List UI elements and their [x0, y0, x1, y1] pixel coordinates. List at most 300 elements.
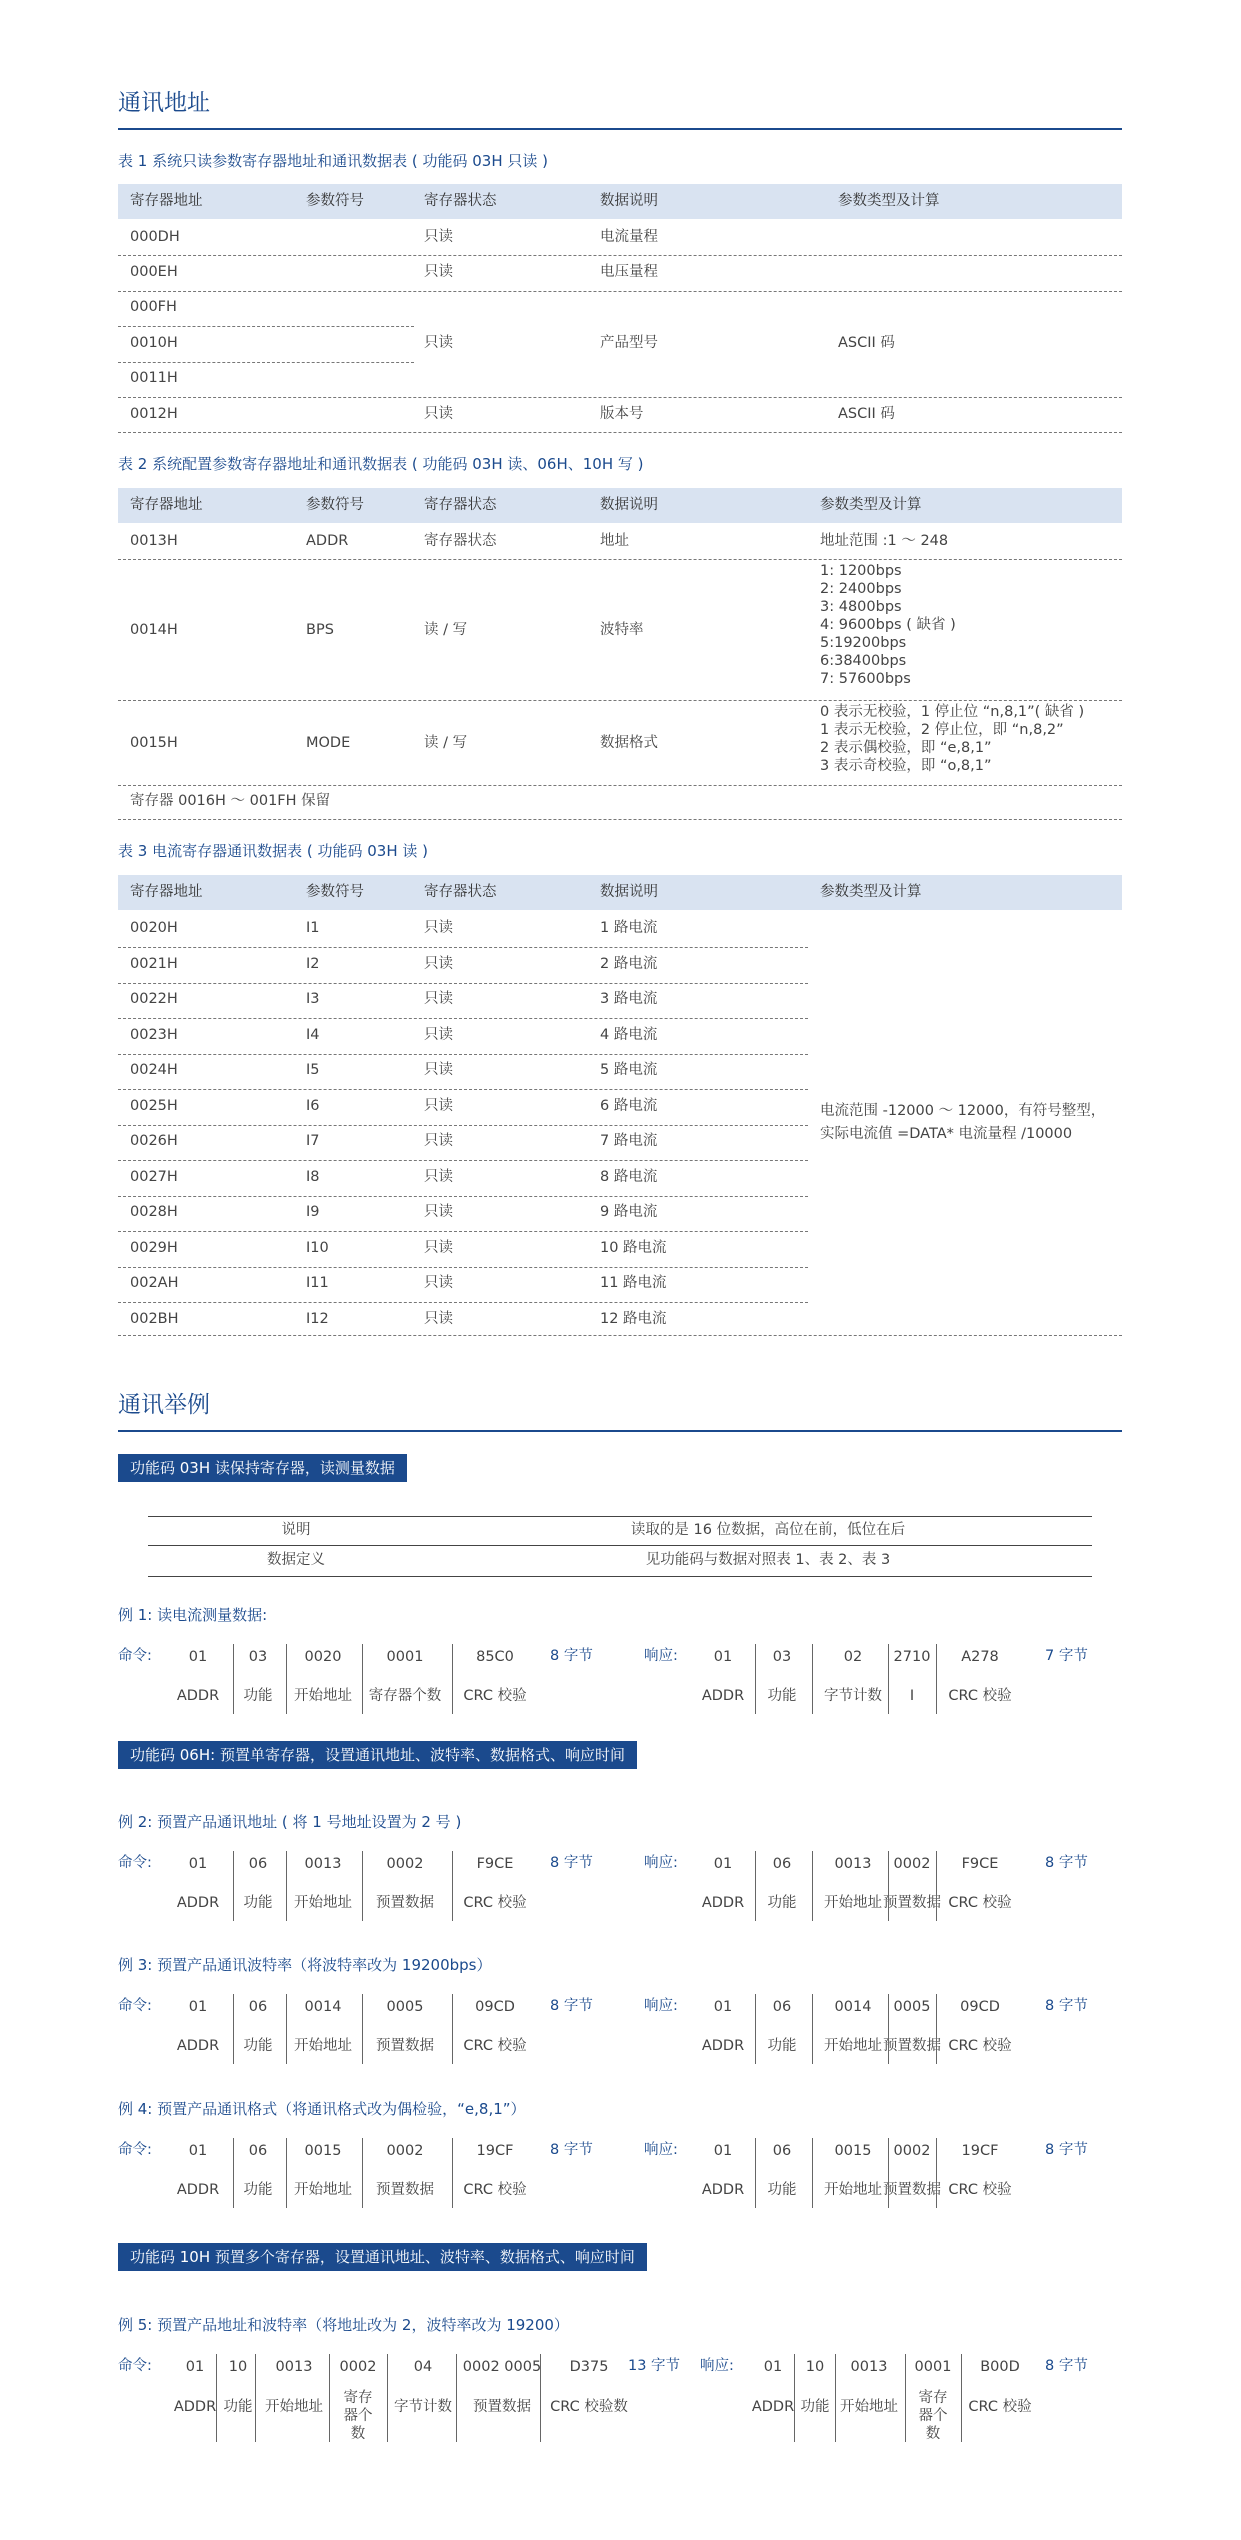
command-field-label: 功能 [243, 2182, 273, 2198]
example-title: 例 4: 预置产品通讯格式（将通讯格式改为偶检验，“e,8,1”） [118, 2100, 526, 2118]
row-divider [118, 819, 1122, 820]
response-field-label: I [909, 1688, 915, 1704]
command-label: 命令: [118, 2358, 152, 2374]
example-title: 例 3: 预置产品通讯波特率（将波特率改为 19200bps） [118, 1956, 492, 1974]
row-divider [118, 700, 1122, 701]
cell-state: 只读 [424, 955, 453, 972]
cell-sym: I1 [306, 920, 320, 936]
row-divider [118, 1160, 808, 1161]
badge-fc06: 功能码 06H: 预置单寄存器，设置通讯地址、波特率、数据格式、响应时间 [118, 1741, 637, 1769]
field-separator [286, 1994, 287, 2064]
cell-sym: I5 [306, 1062, 320, 1078]
response-byte-count: 8 字节 [1045, 1998, 1088, 2014]
command-byte: 0015 [304, 2143, 342, 2159]
field-separator [755, 1851, 756, 1921]
cell-desc: 11 路电流 [600, 1275, 667, 1291]
response-field-label: ADDR [701, 2182, 745, 2198]
response-field-label: 开始地址 [824, 2182, 882, 2198]
field-separator [456, 2354, 457, 2442]
field-separator [362, 1994, 363, 2064]
cell-type: ASCII 码 [838, 406, 895, 422]
info-mid-rule [148, 1545, 1092, 1546]
cell-desc: 波特率 [600, 622, 644, 638]
cell-sym: I7 [306, 1133, 320, 1149]
badge-fc10: 功能码 10H 预置多个寄存器，设置通讯地址、波特率、数据格式、响应时间 [118, 2243, 647, 2271]
command-byte: D375 [569, 2359, 609, 2375]
field-separator [888, 1994, 889, 2064]
cell-state: 只读 [424, 991, 453, 1007]
command-field-label: 字节计数 [394, 2399, 452, 2415]
row-divider [118, 1089, 808, 1090]
command-field-label: 功能 [243, 1895, 273, 1911]
command-field-label: 开始地址 [265, 2399, 323, 2415]
cell-state: 只读 [424, 1062, 453, 1078]
cell-state: 只读 [424, 406, 453, 422]
command-byte: 0013 [275, 2359, 313, 2375]
header-cell: 寄存器状态 [424, 884, 497, 900]
response-field-label: ADDR [701, 1688, 745, 1704]
response-byte: B00D [980, 2359, 1020, 2375]
example-title: 例 2: 预置产品通讯地址 ( 将 1 号地址设置为 2 号 ) [118, 1813, 462, 1831]
command-field-label: ADDR [176, 2182, 220, 2198]
cell-state: 只读 [424, 920, 453, 936]
info-value: 见功能码与数据对照表 1、表 2、表 3 [645, 1552, 891, 1568]
cell-state: 只读 [424, 264, 453, 280]
command-byte: 0002 [386, 2143, 424, 2159]
row-divider [118, 1125, 808, 1126]
response-byte-count: 8 字节 [1045, 2142, 1088, 2158]
badge-fc03: 功能码 03H 读保持寄存器，读测量数据 [118, 1454, 407, 1482]
cell-addr: 0024H [130, 1062, 178, 1078]
response-byte: 0005 [893, 1999, 931, 2015]
section-title-address: 通讯地址 [118, 90, 210, 116]
format-option: 0 表示无校验，1 停止位 “n,8,1”( 缺省 ) [820, 704, 1085, 720]
command-byte: 06 [248, 2143, 268, 2159]
field-separator [233, 1851, 234, 1921]
command-byte: 10 [228, 2359, 248, 2375]
field-separator [452, 1994, 453, 2064]
field-separator [812, 1851, 813, 1921]
header-cell: 参数符号 [306, 193, 364, 209]
cell-desc: 7 路电流 [600, 1133, 658, 1149]
baud-option: 6:38400bps [820, 653, 907, 669]
header-cell: 数据说明 [600, 497, 658, 513]
field-separator [362, 1644, 363, 1714]
response-byte-count: 7 字节 [1045, 1648, 1088, 1664]
cell-sym: I9 [306, 1204, 320, 1220]
cell-sym: ADDR [306, 533, 349, 549]
table1-caption: 表 1 系统只读参数寄存器地址和通讯数据表 ( 功能码 03H 只读 ) [118, 152, 548, 170]
info-bottom-rule [148, 1576, 1092, 1577]
format-option: 2 表示偶校验，即 “e,8,1” [820, 740, 992, 756]
row-divider [118, 1267, 808, 1268]
field-separator [216, 2354, 217, 2442]
field-separator [755, 1994, 756, 2064]
header-cell: 参数类型及计算 [838, 193, 940, 209]
command-field-label: 预置数据 [376, 2182, 434, 2198]
field-separator [286, 2138, 287, 2208]
field-separator [812, 1644, 813, 1714]
cell-addr: 0027H [130, 1168, 178, 1185]
field-separator [452, 1851, 453, 1921]
response-byte: 01 [713, 1649, 733, 1665]
cell-sym: I10 [306, 1239, 329, 1256]
current-range-note [820, 1100, 1105, 1146]
cell-desc: 电流量程 [600, 229, 658, 245]
response-field-label: CRC 校验 [948, 1688, 1012, 1704]
cell-desc: 产品型号 [600, 335, 658, 351]
field-separator [888, 1644, 889, 1714]
command-field-label: CRC 校验 [463, 2038, 527, 2054]
command-field-label: 预置数据 [473, 2399, 531, 2415]
field-separator [936, 1851, 937, 1921]
cell-desc: 版本号 [600, 406, 644, 422]
baud-option: 1: 1200bps [820, 563, 902, 579]
baud-option: 2: 2400bps [820, 581, 902, 597]
cell-addr: 002AH [130, 1275, 179, 1291]
command-byte-count: 8 字节 [550, 1998, 593, 2014]
response-field-label: 预置数据 [883, 2182, 941, 2198]
field-separator [812, 1994, 813, 2064]
command-byte: 0002 0005 [462, 2359, 542, 2375]
cell-addr: 0020H [130, 920, 178, 936]
response-field-label: 功能 [800, 2399, 830, 2415]
row-divider [118, 1302, 808, 1303]
note-line: 实际电流值 =DATA* 电流量程 /10000 [820, 1126, 1073, 1142]
row-divider [118, 1196, 808, 1197]
header-cell: 寄存器状态 [424, 497, 497, 513]
response-field-label: 预置数据 [883, 1895, 941, 1911]
command-label: 命令: [118, 1998, 152, 2014]
header-cell: 参数类型及计算 [820, 497, 922, 513]
cell-sym: I3 [306, 991, 320, 1007]
baud-option: 4: 9600bps ( 缺省 ) [820, 617, 956, 633]
example-title: 例 1: 读电流测量数据: [118, 1606, 268, 1624]
response-field-label: ADDR [751, 2399, 795, 2415]
response-byte-count: 8 字节 [1045, 2358, 1088, 2374]
response-byte: 06 [772, 1999, 792, 2015]
field-separator [387, 2354, 388, 2442]
row-divider [118, 559, 1122, 560]
command-field-label: CRC 校验 [463, 1688, 527, 1704]
cell-sym: I11 [306, 1275, 329, 1291]
field-separator [755, 2138, 756, 2208]
command-byte: 85C0 [476, 1649, 514, 1665]
cell-state: 只读 [424, 1097, 453, 1114]
command-field-label: 预置数据 [376, 2038, 434, 2054]
cell-state: 读 / 写 [424, 622, 468, 638]
response-field-label: ADDR [701, 2038, 745, 2054]
info-value: 读取的是 16 位数据，高位在前，低位在后 [630, 1522, 906, 1538]
command-byte: 19CF [476, 2143, 514, 2159]
cell-type: ASCII 码 [838, 335, 895, 351]
cell-sym: BPS [306, 622, 334, 638]
row-divider [118, 362, 414, 363]
cell-addr: 0014H [130, 622, 178, 638]
field-separator [233, 1644, 234, 1714]
command-byte: 0014 [304, 1999, 342, 2015]
command-byte: 0001 [386, 1649, 424, 1665]
command-field-label: 功能 [243, 2038, 273, 2054]
response-byte: 09CD [960, 1999, 1000, 2015]
response-byte: 06 [772, 1856, 792, 1872]
row-divider [118, 255, 1122, 256]
field-separator [362, 2138, 363, 2208]
field-separator [329, 2354, 330, 2442]
response-byte: 19CF [961, 2143, 999, 2159]
cell-state: 只读 [424, 1239, 453, 1256]
row-divider [118, 397, 1122, 398]
header-cell: 寄存器地址 [130, 193, 203, 209]
cell-type: 地址范围 :1 ～ 248 [820, 533, 949, 549]
cell-addr: 000FH [130, 299, 177, 315]
table3-caption: 表 3 电流寄存器通讯数据表 ( 功能码 03H 读 ) [118, 842, 428, 860]
field-separator [961, 2354, 962, 2442]
command-field-label: CRC 校验 [463, 1895, 527, 1911]
response-field-label: 功能 [767, 2182, 797, 2198]
command-field-label: CRC 校验数 [550, 2399, 628, 2415]
row-divider [118, 1018, 808, 1019]
cell-addr: 0023H [130, 1026, 178, 1043]
header-cell: 寄存器状态 [424, 193, 497, 209]
response-field-label: 功能 [767, 1688, 797, 1704]
table1-header [118, 184, 1122, 219]
response-label: 响应: [700, 2358, 734, 2374]
response-byte: 10 [805, 2359, 825, 2375]
example-title: 例 5: 预置产品地址和波特率（将地址改为 2，波特率改为 19200） [118, 2316, 569, 2334]
cell-desc: 8 路电流 [600, 1168, 658, 1185]
row-divider [118, 1054, 808, 1055]
command-label: 命令: [118, 1855, 152, 1871]
info-top-rule [148, 1516, 1092, 1517]
cell-addr: 0012H [130, 406, 178, 422]
field-separator [794, 2354, 795, 2442]
field-separator [888, 2138, 889, 2208]
command-field-label: 开始地址 [294, 1688, 352, 1704]
command-byte: 09CD [475, 1999, 515, 2015]
response-label: 响应: [644, 1998, 678, 2014]
command-field-label: 开始地址 [294, 1895, 352, 1911]
baud-option: 3: 4800bps [820, 599, 902, 615]
cell-sym: MODE [306, 735, 351, 751]
table2-header [118, 488, 1122, 523]
command-field-label: 开始地址 [294, 2038, 352, 2054]
command-byte: F9CE [476, 1856, 514, 1872]
command-field-label: 功能 [223, 2399, 253, 2415]
response-label: 响应: [644, 1855, 678, 1871]
response-byte: 0002 [893, 2143, 931, 2159]
header-cell: 参数符号 [306, 884, 364, 900]
command-byte: 0005 [386, 1999, 424, 2015]
command-byte: 01 [188, 1649, 208, 1665]
command-byte-count: 8 字节 [550, 2142, 593, 2158]
response-byte: 0014 [834, 1999, 872, 2015]
field-separator [233, 2138, 234, 2208]
info-key: 说明 [281, 1522, 311, 1538]
command-byte: 0013 [304, 1856, 342, 1872]
cell-desc: 9 路电流 [600, 1204, 658, 1220]
response-field-label: 开始地址 [840, 2399, 898, 2415]
response-byte: 0002 [893, 1856, 931, 1872]
cell-addr: 0011H [130, 370, 178, 386]
command-byte: 0020 [304, 1649, 342, 1665]
command-field-label: 开始地址 [294, 2182, 352, 2198]
field-separator [452, 2138, 453, 2208]
cell-addr: 0010H [130, 335, 178, 351]
format-option: 1 表示无校验，2 停止位，即 “n,8,2” [820, 722, 1064, 738]
field-separator [835, 2354, 836, 2442]
cell-addr: 0022H [130, 991, 178, 1007]
cell-desc: 6 路电流 [600, 1097, 658, 1114]
response-field-label: ADDR [701, 1895, 745, 1911]
reserved-note: 寄存器 0016H ～ 001FH 保留 [130, 793, 331, 809]
command-byte: 03 [248, 1649, 268, 1665]
response-field-label: 功能 [767, 2038, 797, 2054]
row-divider [118, 432, 1122, 433]
cell-addr: 000EH [130, 264, 178, 280]
cell-state: 寄存器状态 [424, 533, 497, 549]
field-separator [755, 1644, 756, 1714]
cell-desc: 3 路电流 [600, 991, 658, 1007]
command-byte: 01 [185, 2359, 205, 2375]
response-byte: 0013 [850, 2359, 888, 2375]
response-byte: F9CE [961, 1856, 999, 1872]
info-key: 数据定义 [267, 1552, 325, 1568]
cell-addr: 0021H [130, 955, 178, 972]
response-field-label: 预置数据 [883, 2038, 941, 2054]
response-byte: 03 [772, 1649, 792, 1665]
response-byte: 01 [763, 2359, 783, 2375]
command-label: 命令: [118, 1648, 152, 1664]
header-cell: 参数符号 [306, 497, 364, 513]
command-byte-count: 8 字节 [550, 1648, 593, 1664]
table-bottom-divider [118, 1335, 1122, 1336]
row-divider [118, 983, 808, 984]
command-byte-count: 13 字节 [628, 2358, 681, 2374]
response-byte: 02 [843, 1649, 863, 1665]
cell-sym: I8 [306, 1168, 320, 1185]
response-field-label: 寄存器个数 [918, 2390, 948, 2442]
cell-sym: I4 [306, 1026, 320, 1043]
header-cell: 寄存器地址 [130, 884, 203, 900]
table3-header [118, 875, 1122, 910]
response-byte: 0001 [914, 2359, 952, 2375]
baud-options [820, 562, 956, 688]
row-divider [118, 326, 414, 327]
command-byte: 0002 [339, 2359, 377, 2375]
response-field-label: 功能 [767, 1895, 797, 1911]
command-byte: 01 [188, 1856, 208, 1872]
cell-desc: 数据格式 [600, 735, 658, 751]
cell-desc: 地址 [600, 533, 629, 549]
cell-desc: 电压量程 [600, 264, 658, 280]
cell-sym: I2 [306, 955, 320, 972]
cell-addr: 002BH [130, 1310, 179, 1327]
response-field-label: CRC 校验 [948, 2182, 1012, 2198]
command-field-label: ADDR [173, 2399, 217, 2415]
command-byte: 01 [188, 2143, 208, 2159]
cell-state: 只读 [424, 1310, 453, 1327]
cell-state: 只读 [424, 335, 453, 351]
cell-state: 读 / 写 [424, 735, 468, 751]
section-title-examples: 通讯举例 [118, 1392, 210, 1418]
response-byte: 01 [713, 2143, 733, 2159]
cell-desc: 4 路电流 [600, 1026, 658, 1043]
field-separator [936, 1994, 937, 2064]
command-byte: 06 [248, 1856, 268, 1872]
header-cell: 参数类型及计算 [820, 884, 922, 900]
baud-option: 7: 57600bps [820, 671, 911, 687]
response-field-label: CRC 校验 [948, 1895, 1012, 1911]
command-byte: 06 [248, 1999, 268, 2015]
field-separator [888, 1851, 889, 1921]
command-field-label: CRC 校验 [463, 2182, 527, 2198]
field-separator [905, 2354, 906, 2442]
cell-addr: 0029H [130, 1239, 178, 1256]
field-separator [540, 2354, 541, 2442]
command-field-label: ADDR [176, 1688, 220, 1704]
cell-addr: 0015H [130, 735, 178, 751]
response-byte: A278 [961, 1649, 999, 1665]
field-separator [936, 1644, 937, 1714]
command-field-label: 寄存器个数 [368, 1688, 442, 1704]
cell-state: 只读 [424, 1275, 453, 1291]
row-divider [118, 291, 1122, 292]
cell-desc: 12 路电流 [600, 1310, 667, 1327]
cell-state: 只读 [424, 1168, 453, 1185]
format-option: 3 表示奇校验，即 “o,8,1” [820, 758, 992, 774]
response-label: 响应: [644, 1648, 678, 1664]
cell-desc: 1 路电流 [600, 920, 658, 936]
table2-caption: 表 2 系统配置参数寄存器地址和通讯数据表 ( 功能码 03H 读、06H、10H 写 ) [118, 455, 644, 473]
cell-addr: 0013H [130, 533, 178, 549]
response-field-label: 字节计数 [824, 1688, 882, 1704]
field-separator [233, 1994, 234, 2064]
response-byte: 0013 [834, 1856, 872, 1872]
cell-addr: 000DH [130, 229, 180, 245]
cell-state: 只读 [424, 229, 453, 245]
section-divider [118, 1430, 1122, 1432]
command-byte: 0002 [386, 1856, 424, 1872]
response-field-label: 开始地址 [824, 1895, 882, 1911]
cell-addr: 0025H [130, 1097, 178, 1114]
row-divider [118, 947, 808, 948]
command-label: 命令: [118, 2142, 152, 2158]
response-field-label: CRC 校验 [948, 2038, 1012, 2054]
baud-option: 5:19200bps [820, 635, 907, 651]
command-field-label: ADDR [176, 2038, 220, 2054]
cell-addr: 0028H [130, 1204, 178, 1220]
response-field-label: 开始地址 [824, 2038, 882, 2054]
row-divider [118, 1231, 808, 1232]
cell-sym: I6 [306, 1097, 320, 1114]
response-label: 响应: [644, 2142, 678, 2158]
command-byte: 01 [188, 1999, 208, 2015]
header-cell: 数据说明 [600, 193, 658, 209]
header-cell: 数据说明 [600, 884, 658, 900]
response-byte: 06 [772, 2143, 792, 2159]
response-byte: 2710 [893, 1649, 931, 1665]
command-field-label: ADDR [176, 1895, 220, 1911]
field-separator [362, 1851, 363, 1921]
command-byte-count: 8 字节 [550, 1855, 593, 1871]
command-field-label: 功能 [243, 1688, 273, 1704]
field-separator [255, 2354, 256, 2442]
header-cell: 寄存器地址 [130, 497, 203, 513]
response-byte-count: 8 字节 [1045, 1855, 1088, 1871]
command-field-label: 寄存器个数 [343, 2390, 373, 2442]
command-field-label: 预置数据 [376, 1895, 434, 1911]
